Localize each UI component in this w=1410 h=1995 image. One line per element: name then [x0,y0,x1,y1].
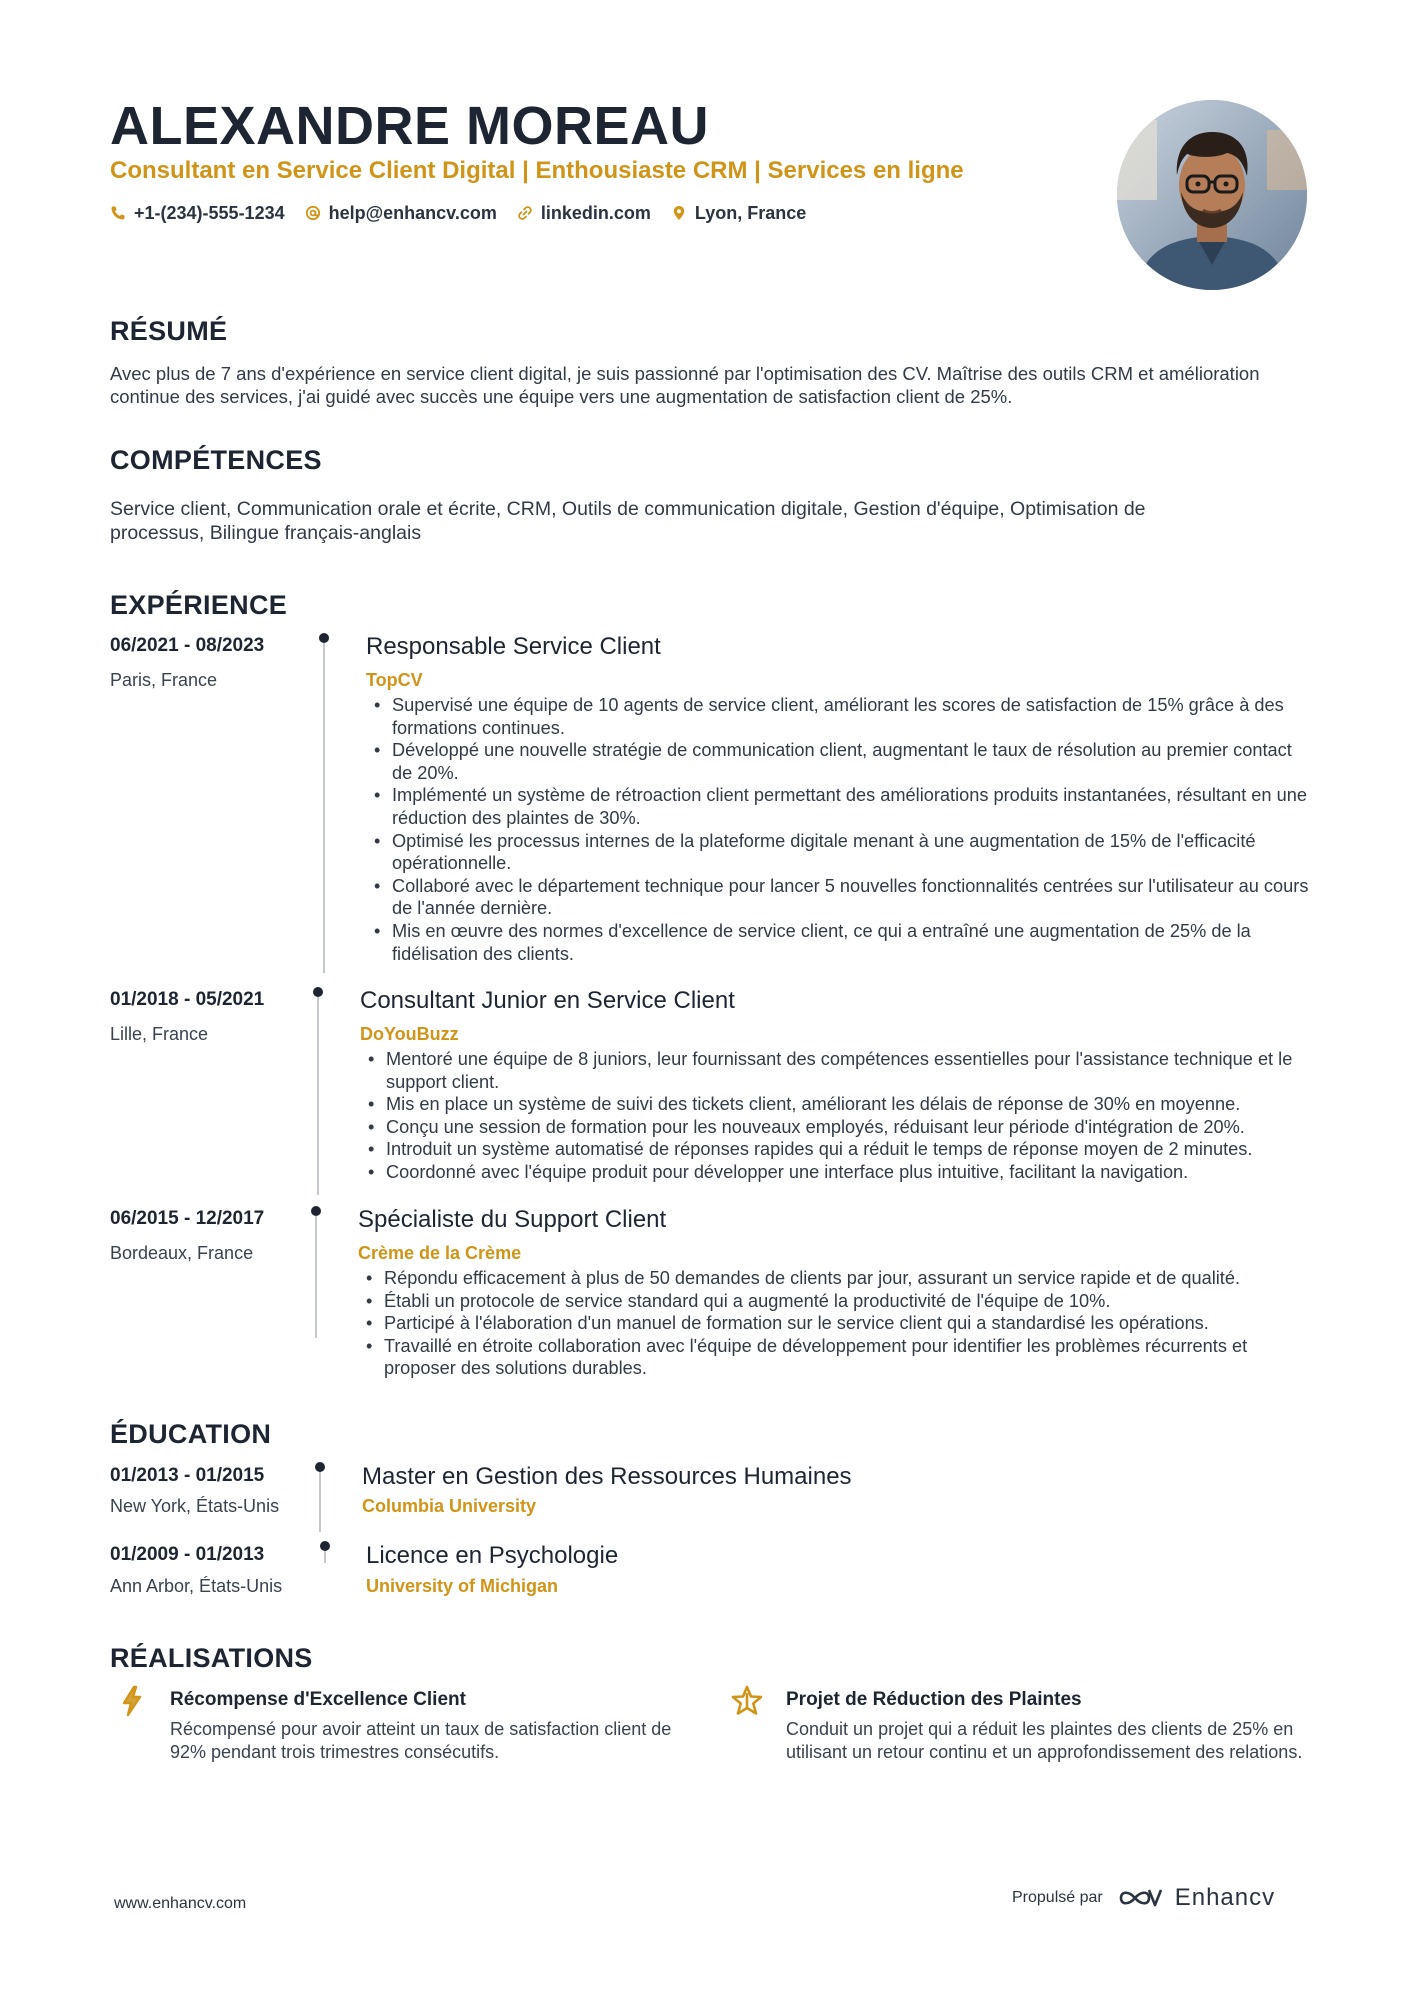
achievement-2-description: Conduit un projet qui a réduit les plaintes des clients de 25% en utilisant un retour continu et un approfondissement des relations. [786,1719,1303,1762]
education-2-school: University of Michigan [366,1576,559,1596]
education-2-dates: 01/2009 - 01/2013 [110,1544,265,1565]
experience-1-role: Responsable Service Client [366,633,661,660]
experience-1-company: TopCV [366,670,423,690]
contact-email[interactable] [305,200,497,226]
contact-email-text: help@enhancv.com [328,203,497,223]
experience-1-bullets [372,694,1312,965]
bullet-item: • Participé à l'élaboration d'un manuel de formation sur le service client qui a standardisé les opérations. [364,1312,1314,1335]
enhancv-logo-icon [1117,1885,1165,1911]
footer-website[interactable]: www.enhancv.com [114,1895,247,1912]
skills-text: Service client, Communication orale et écrite, CRM, Outils de communication digitale, Gestion d'équipe, Optimisation de processus, Bilingue français-anglais [110,498,1146,544]
timeline-line [317,997,319,1195]
experience-2-dates: 01/2018 - 05/2021 [110,989,265,1010]
star-icon [730,1684,764,1718]
bullet-item: • Travaillé en étroite collaboration avec l'équipe de développement pour identifier les problèmes récurrents et proposer des solutions durables. [364,1335,1314,1380]
experience-3-dates: 06/2015 - 12/2017 [110,1208,265,1229]
achievements-title: RÉALISATIONS [110,1643,313,1673]
timeline-line [315,1216,317,1338]
lightning-icon [115,1684,149,1718]
experience-3-company: Crème de la Crème [358,1243,522,1263]
bullet-item: • Introduit un système automatisé de réponses rapides qui a réduit le temps de réponse moyen de 2 minutes. [366,1138,1316,1161]
candidate-tagline: Consultant en Service Client Digital | Enthousiaste CRM | Services en ligne [110,157,964,184]
achievement-2-title: Projet de Réduction des Plaintes [786,1689,1082,1710]
contact-phone[interactable] [110,200,285,226]
contact-location [671,200,806,226]
education-2-location: Ann Arbor, États-Unis [110,1576,283,1596]
timeline-dot [313,987,323,997]
experience-title: EXPÉRIENCE [110,590,288,620]
education-title: ÉDUCATION [110,1419,272,1449]
phone-icon [110,205,126,221]
timeline-line [324,1551,326,1563]
experience-3-role: Spécialiste du Support Client [358,1206,667,1233]
bullet-item: • Développé une nouvelle stratégie de communication client, augmentant le taux de résolution au premier contact de 20%. [372,739,1312,784]
contact-linkedin[interactable] [517,200,651,226]
bullet-item: • Répondu efficacement à plus de 50 demandes de clients par jour, assurant un service rapide et de qualité. [364,1267,1314,1290]
timeline-dot [319,633,329,643]
bullet-item: • Optimisé les processus internes de la plateforme digitale menant à une augmentation de 15% de l'efficacité opérationnelle. [372,830,1312,875]
timeline-dot [315,1462,325,1472]
experience-2-bullets [366,1048,1316,1184]
brand-name: Enhancv [1174,1884,1276,1911]
footer-branding [1012,1884,1275,1912]
bullet-item: • Mis en place un système de suivi des tickets client, améliorant les délais de réponse de 30% en moyenne. [366,1093,1316,1116]
experience-2-role: Consultant Junior en Service Client [360,987,735,1014]
bullet-item: • Coordonné avec l'équipe produit pour développer une interface plus intuitive, facilitant la navigation. [366,1161,1316,1184]
experience-2-company: DoYouBuzz [360,1024,459,1044]
achievement-1-title: Récompense d'Excellence Client [170,1689,466,1710]
bullet-item: • Collaboré avec le département technique pour lancer 5 nouvelles fonctionnalités centrées sur l'utilisateur au cours de l'année dernière. [372,875,1312,920]
timeline-dot [320,1541,330,1551]
portrait-illustration [1117,100,1307,290]
education-1-degree: Master en Gestion des Ressources Humaines [362,1463,852,1490]
bullet-item: • Mis en œuvre des normes d'excellence de service client, ce qui a entraîné une augmentation de 25% de la fidélisation des clients. [372,920,1312,965]
experience-3-location: Bordeaux, France [110,1243,254,1263]
skills-title: COMPÉTENCES [110,445,322,475]
contact-phone-text: +1-(234)-555-1234 [134,203,285,223]
achievement-1-description: Récompensé pour avoir atteint un taux de satisfaction client de 92% pendant trois trimestres consécutifs. [170,1719,672,1762]
candidate-name: ALEXANDRE MOREAU [110,96,710,156]
bullet-item: • Supervisé une équipe de 10 agents de service client, améliorant les scores de satisfaction de 15% grâce à des formations continues. [372,694,1312,739]
experience-1-location: Paris, France [110,670,218,690]
brand-logo[interactable] [1117,1884,1275,1912]
bullet-item: • Implémenté un système de rétroaction client permettant des améliorations produits instantanées, résultant en une réduction des plaintes de 30%. [372,784,1312,829]
location-pin-icon [671,205,687,221]
profile-photo [1117,100,1307,290]
link-icon [517,205,533,221]
bullet-item: • Mentoré une équipe de 8 juniors, leur fournissant des compétences essentielles pour l'assistance technique et le support client. [366,1048,1316,1093]
at-icon [305,205,321,221]
timeline-line [319,1472,321,1532]
bullet-item: • Établi un protocole de service standard qui a augmenté la productivité de l'équipe de 10%. [364,1290,1314,1313]
experience-1-dates: 06/2021 - 08/2023 [110,635,265,656]
bullet-item: • Conçu une session de formation pour les nouveaux employés, réduisant leur période d'intégration de 20%. [366,1116,1316,1139]
education-1-dates: 01/2013 - 01/2015 [110,1465,265,1486]
timeline-line [323,643,325,973]
education-1-location: New York, États-Unis [110,1496,280,1516]
experience-3-bullets [364,1267,1314,1380]
education-2-degree: Licence en Psychologie [366,1542,619,1569]
contact-linkedin-text: linkedin.com [540,203,651,223]
powered-by-label: Propulsé par [1012,1889,1103,1906]
experience-2-location: Lille, France [110,1024,209,1044]
contact-bar [110,200,806,226]
timeline-dot [311,1206,321,1216]
contact-location-text: Lyon, France [694,203,807,223]
summary-title: RÉSUMÉ [110,316,228,346]
education-1-school: Columbia University [362,1496,537,1516]
summary-text: Avec plus de 7 ans d'expérience en service client digital, je suis passionné par l'optimisation des CV. Maîtrise des outils CRM et amélioration continue des services, j'ai guidé avec succès une équipe vers une augmentation de satisfaction client de 25%. [110,363,1260,407]
